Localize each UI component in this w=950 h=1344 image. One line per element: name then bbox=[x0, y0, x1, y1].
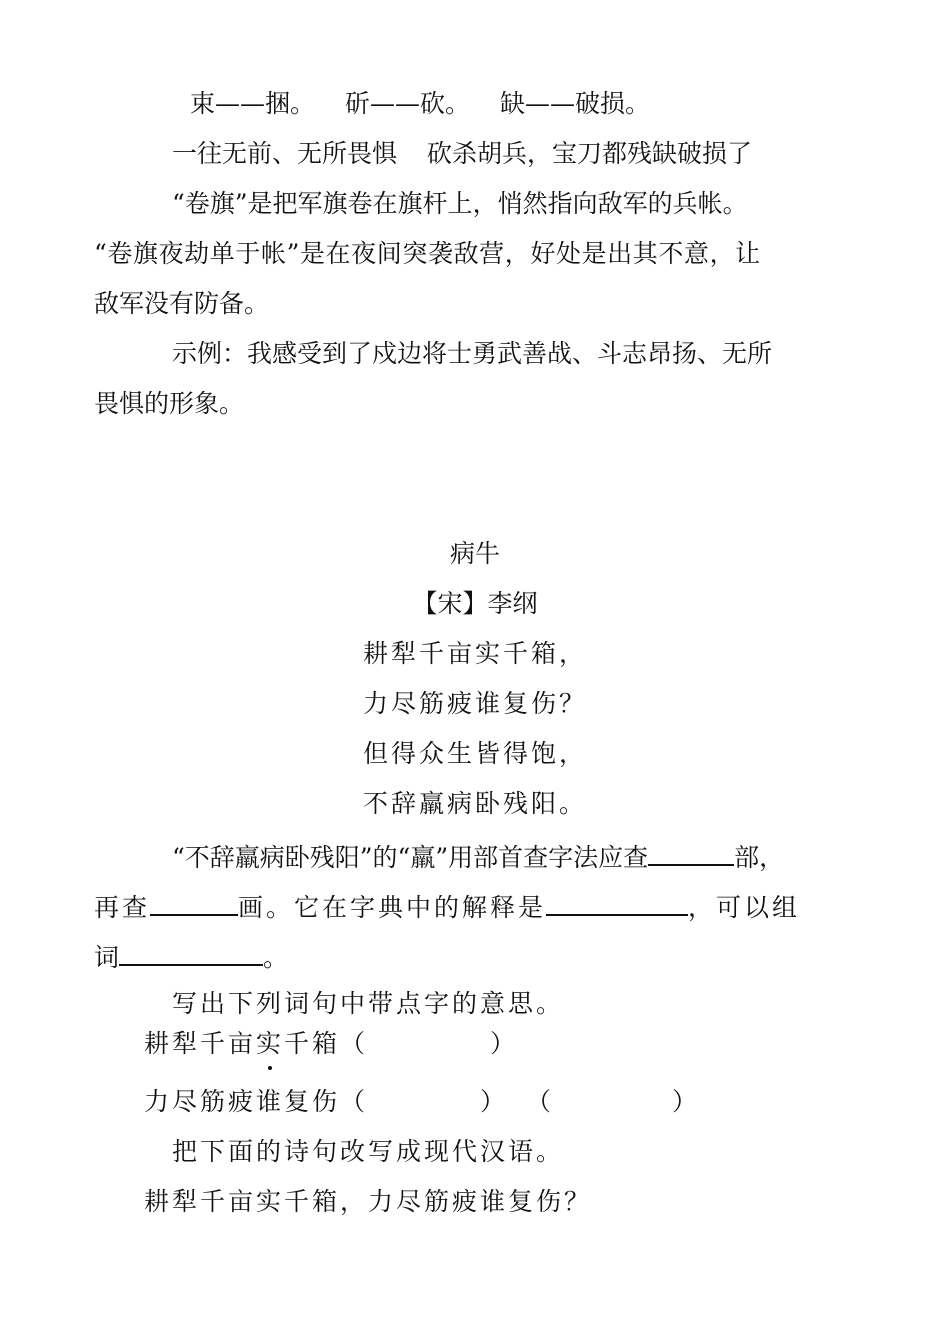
question-2-prompt: 写出下列词句中带点字的意思。 bbox=[172, 989, 565, 1018]
question-1-line-2 bbox=[94, 888, 800, 924]
poem-line-4: 不辞羸病卧残阳。 bbox=[362, 789, 587, 818]
answer-line-2 bbox=[172, 138, 752, 170]
item-2-open-paren-2: （ bbox=[526, 1087, 555, 1116]
item-1-text-pre: 耕犁千亩 bbox=[144, 1029, 257, 1058]
answer-sword: 砍杀胡兵，宝刀都残缺破损了 bbox=[427, 139, 753, 168]
question-1-text-f: 词 bbox=[94, 943, 120, 972]
question-1-text-d: 画。它在字典中的解释是 bbox=[238, 893, 547, 922]
emphasis-dot-icon bbox=[268, 1066, 272, 1070]
poem-line-2: 力尽筋疲谁复伤？ bbox=[362, 689, 587, 718]
poem-line-3: 但得众生皆得饱， bbox=[362, 739, 587, 768]
answer-para4-line2: 畏惧的形象。 bbox=[94, 389, 245, 418]
question-2-item-1 bbox=[144, 1028, 518, 1060]
item-2-close-paren-2: ） bbox=[672, 1087, 701, 1116]
answer-para3-line1: “卷旗”是把军旗卷在旗杆上，悄然指向敌军的兵帐。 bbox=[172, 189, 748, 218]
definition-blank[interactable] bbox=[546, 888, 688, 916]
answer-line-1 bbox=[190, 88, 650, 120]
question-3-prompt: 把下面的诗句改写成现代汉语。 bbox=[172, 1137, 565, 1166]
question-1-text-e: ，可以组 bbox=[688, 893, 801, 922]
question-3-poem-line: 耕犁千亩实千箱，力尽筋疲谁复伤？ bbox=[144, 1187, 593, 1216]
answer-zhuo: 斫——砍。 bbox=[345, 89, 471, 118]
answer-para4-line1: 示例：我感受到了戍边将士勇武善战、斗志昂扬、无所 bbox=[172, 339, 773, 368]
question-2-item-2 bbox=[144, 1086, 700, 1118]
dotted-char-shi: 实 bbox=[256, 1028, 284, 1060]
radical-blank[interactable] bbox=[648, 838, 734, 866]
question-1-text-c: 再查 bbox=[94, 893, 151, 922]
compound-word-blank[interactable] bbox=[119, 938, 263, 966]
answer-que: 缺——破损。 bbox=[500, 89, 651, 118]
item-2-close-paren-1: ） bbox=[480, 1087, 509, 1116]
item-1-text-post: 千箱（ bbox=[284, 1029, 369, 1058]
answer-para3-line3: 敌军没有防备。 bbox=[94, 289, 270, 318]
item-1-close-paren: ） bbox=[490, 1029, 519, 1058]
question-1-line-1 bbox=[172, 838, 784, 874]
question-1-text-a: “不辞羸病卧残阳”的“羸”用部首查字法应查 bbox=[172, 843, 649, 872]
question-1-text-g: 。 bbox=[263, 943, 289, 972]
poem-title: 病牛 bbox=[449, 539, 500, 568]
question-1-line-3 bbox=[94, 938, 288, 974]
poem-author: 【宋】李纲 bbox=[412, 589, 538, 618]
strokes-blank[interactable] bbox=[150, 888, 238, 916]
question-1-text-b: 部， bbox=[734, 843, 785, 872]
poem-line-1: 耕犁千亩实千箱， bbox=[362, 639, 587, 668]
item-2-text: 力尽筋疲谁复伤（ bbox=[144, 1087, 369, 1116]
answer-fearless: 一往无前、无所畏惧 bbox=[172, 139, 398, 168]
answer-para3-line2: “卷旗夜劫单于帐”是在夜间突袭敌营，好处是出其不意，让 bbox=[94, 239, 761, 268]
answer-shu: 束——捆。 bbox=[190, 89, 316, 118]
